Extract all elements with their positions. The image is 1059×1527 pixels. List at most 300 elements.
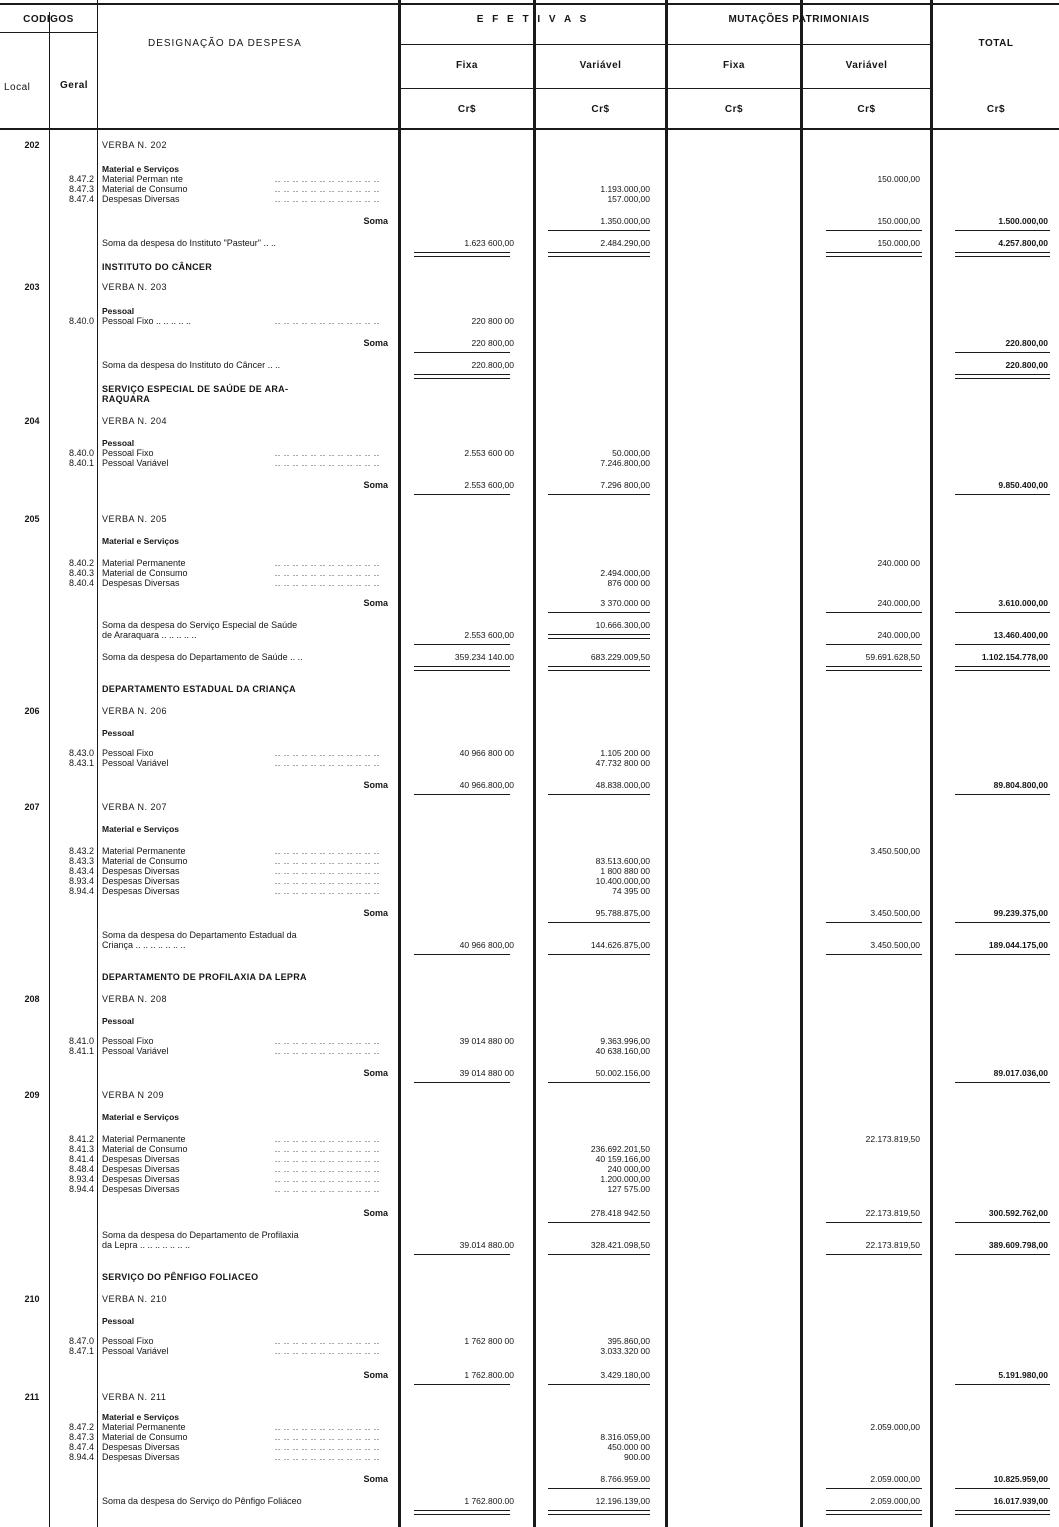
efetivas-fixa-value: 2.553 600,00 <box>464 630 514 640</box>
sum-underline <box>414 252 510 257</box>
efetivas-variavel-value: 1.193.000,00 <box>600 184 650 194</box>
table-row <box>0 1184 1059 1195</box>
efetivas-variavel-value: 10.666.300,00 <box>595 620 650 630</box>
expense-description: VERBA N. 208 <box>102 994 168 1004</box>
expense-description: Soma da despesa do Departamento de Saúde .. .. <box>102 652 303 662</box>
dot-leader: .. .. .. .. .. .. .. .. .. .. .. .. <box>275 847 380 856</box>
verba-row <box>0 140 1059 151</box>
efetivas-variavel-value: 1.200.000,00 <box>600 1174 650 1184</box>
table-row <box>0 728 1059 739</box>
mutacoes-variavel-value: 3.450.500,00 <box>870 908 920 918</box>
sum-underline <box>826 1254 922 1255</box>
soma-label: Soma <box>363 1474 388 1484</box>
local-code: 207 <box>24 802 40 812</box>
expense-description: Despesas Diversas <box>102 886 180 896</box>
table-row <box>0 1240 1059 1251</box>
verba-row <box>0 1090 1059 1101</box>
sum-underline <box>955 644 1050 645</box>
expense-description: VERBA N 209 <box>102 1090 165 1100</box>
sum-underline <box>414 374 510 379</box>
expense-description: Pessoal Fixo <box>102 1036 154 1046</box>
dot-leader: .. .. .. .. .. .. .. .. .. .. .. .. <box>275 1175 380 1184</box>
efetivas-variavel-value: 83.513.600,00 <box>595 856 650 866</box>
sum-underline <box>826 252 922 257</box>
expense-description: Soma da despesa do Instituto "Pasteur" .. .. <box>102 238 276 248</box>
currency-efetivas-variavel: Cr$ <box>591 104 610 115</box>
general-code: 8.47.3 <box>68 1432 94 1442</box>
general-code: 8.40.4 <box>68 578 94 588</box>
mutacoes-variavel-value: 150.000,00 <box>877 216 920 226</box>
expense-description: Pessoal <box>102 1316 135 1326</box>
mutacoes-variavel-value: 150.000,00 <box>877 174 920 184</box>
total-value: 389.609.798,00 <box>988 1240 1048 1250</box>
currency-total: Cr$ <box>986 104 1006 115</box>
general-code: 8.93.4 <box>68 876 94 886</box>
efetivas-fixa-value: 220 800,00 <box>471 338 514 348</box>
general-code: 8.47.2 <box>68 1422 94 1432</box>
expense-description: VERBA N. 210 <box>102 1294 168 1304</box>
efetivas-variavel-value: 278.418 942.50 <box>590 1208 650 1218</box>
sum-underline <box>955 252 1050 257</box>
verba-row <box>0 514 1059 525</box>
sum-underline <box>548 1510 650 1515</box>
general-code: 8.47.1 <box>68 1346 94 1356</box>
total-value: 5.191.980,00 <box>998 1370 1048 1380</box>
dot-leader: .. .. .. .. .. .. .. .. .. .. .. .. <box>275 1443 380 1452</box>
soma-row <box>0 480 1059 491</box>
table-row <box>0 1496 1059 1507</box>
sum-underline <box>955 494 1050 495</box>
total-value: 3.610.000,00 <box>998 598 1048 608</box>
verba-row <box>0 706 1059 717</box>
sum-underline <box>548 252 650 257</box>
sum-underline <box>548 1222 650 1223</box>
expense-description: Despesas Diversas <box>102 1442 180 1452</box>
sum-underline <box>414 1510 510 1515</box>
total-value: 89.017.036,00 <box>993 1068 1048 1078</box>
soma-row <box>0 338 1059 349</box>
table-row <box>0 758 1059 769</box>
dot-leader: .. .. .. .. .. .. .. .. .. .. .. .. <box>275 1185 380 1194</box>
local-code: 205 <box>24 514 40 524</box>
total-value: 1.500.000,00 <box>998 216 1048 226</box>
expense-description: Pessoal Fixo <box>102 448 154 458</box>
table-row <box>0 194 1059 205</box>
efetivas-fixa-value: 39.014 880.00 <box>459 1240 514 1250</box>
efetivas-variavel-value: 74 395 00 <box>612 886 650 896</box>
efetivas-variavel-value: 876 000 00 <box>607 578 650 588</box>
expense-description: Pessoal Fixo <box>102 748 154 758</box>
general-code: 8.43.4 <box>68 866 94 876</box>
soma-row <box>0 598 1059 609</box>
sum-underline <box>955 794 1050 795</box>
expense-description: Soma da despesa do Instituto do Câncer .. .. <box>102 360 281 370</box>
expense-description: Criança .. .. .. .. .. .. .. <box>102 940 186 950</box>
mutacoes-variavel-value: 240.000 00 <box>877 558 920 568</box>
efetivas-variavel-value: 1.105 200 00 <box>600 748 650 758</box>
general-code: 8.47.4 <box>68 1442 94 1452</box>
table-row <box>0 238 1059 249</box>
sum-underline <box>955 922 1050 923</box>
efetivas-variavel-value: 395.860,00 <box>607 1336 650 1346</box>
expense-description: Soma da despesa do Departamento de Profilaxia <box>102 1230 299 1240</box>
currency-efetivas-fixa: Cr$ <box>457 104 477 115</box>
local-code: 211 <box>24 1392 40 1402</box>
efetivas-subrule <box>401 44 930 45</box>
efetivas-fixa-value: 1 762.800.00 <box>464 1496 514 1506</box>
dot-leader: .. .. .. .. .. .. .. .. .. .. .. .. <box>275 579 380 588</box>
general-code: 8.40.0 <box>68 448 94 458</box>
mutacoes-variavel-value: 59.691.628,50 <box>865 652 920 662</box>
verba-row <box>0 1294 1059 1305</box>
expense-description: INSTITUTO DO CÂNCER <box>102 262 213 272</box>
expense-description: Material e Serviços <box>102 1412 180 1422</box>
sum-underline <box>955 1384 1050 1385</box>
expense-description: Pessoal Fixo <box>102 1336 154 1346</box>
sum-underline <box>955 1488 1050 1489</box>
efetivas-variavel-value: 8.766.959.00 <box>600 1474 650 1484</box>
sum-underline <box>548 1082 650 1083</box>
codes-subrule <box>0 32 97 33</box>
soma-row <box>0 1370 1059 1381</box>
soma-label: Soma <box>363 338 388 348</box>
expense-description: Material Permanente <box>102 558 186 568</box>
table-row <box>0 630 1059 641</box>
efetivas-fixa-value: 359.234 140.00 <box>454 652 514 662</box>
efetivas-variavel-value: 40 638.160,00 <box>595 1046 650 1056</box>
expense-description: Material e Serviços <box>102 536 180 546</box>
expense-description: Despesas Diversas <box>102 1174 180 1184</box>
header-bottom-rule <box>0 128 1059 130</box>
mutacoes-variavel-value: 2.059.000,00 <box>870 1422 920 1432</box>
general-code: 8.40.3 <box>68 568 94 578</box>
table-row <box>0 1112 1059 1123</box>
expense-description: Material de Consumo <box>102 568 188 578</box>
expense-description: Pessoal <box>102 306 135 316</box>
total-value: 220.800,00 <box>1005 338 1048 348</box>
dot-leader: .. .. .. .. .. .. .. .. .. .. .. .. <box>275 185 380 194</box>
section-heading-row <box>0 684 1059 695</box>
general-code: 8.47.4 <box>68 194 94 204</box>
general-code: 8.40.1 <box>68 458 94 468</box>
expense-description: da Lepra .. .. .. .. .. .. .. <box>102 1240 191 1250</box>
currency-mutacoes-fixa: Cr$ <box>724 104 744 115</box>
sum-underline <box>826 644 922 645</box>
table-row <box>0 1046 1059 1057</box>
sum-underline <box>414 954 510 955</box>
efetivas-variavel-value: 3.033.320 00 <box>600 1346 650 1356</box>
expense-description: Despesas Diversas <box>102 876 180 886</box>
efetivas-fixa-value: 1.623 600,00 <box>464 238 514 248</box>
expense-description: VERBA N. 202 <box>102 140 168 150</box>
efetivas-fixa-value: 40 966 800,00 <box>459 940 514 950</box>
header-efetivas: E F E T I V A S <box>476 14 590 25</box>
fixa-subrule <box>401 88 930 89</box>
dot-leader: .. .. .. .. .. .. .. .. .. .. .. .. <box>275 569 380 578</box>
expense-description: Material e Serviços <box>102 824 180 834</box>
soma-row <box>0 1474 1059 1485</box>
header-designacao: DESIGNAÇÃO DA DESPESA <box>148 38 302 49</box>
mutacoes-variavel-value: 2.059.000,00 <box>870 1474 920 1484</box>
general-code: 8.41.0 <box>68 1036 94 1046</box>
expense-description: Pessoal <box>102 1016 135 1026</box>
mutacoes-variavel-value: 240.000,00 <box>877 598 920 608</box>
expense-description: Material de Consumo <box>102 856 188 866</box>
sum-underline <box>955 954 1050 955</box>
expense-description: Pessoal Variável <box>102 458 169 468</box>
total-value: 89.804.800,00 <box>993 780 1048 790</box>
dot-leader: .. .. .. .. .. .. .. .. .. .. .. .. <box>275 559 380 568</box>
table-row <box>0 886 1059 897</box>
dot-leader: .. .. .. .. .. .. .. .. .. .. .. .. <box>275 867 380 876</box>
header-codigos: CODIGOS <box>23 14 74 25</box>
efetivas-variavel-value: 50.000,00 <box>612 448 650 458</box>
efetivas-variavel-value: 328.421.098,50 <box>590 1240 650 1250</box>
header-geral: Geral <box>60 80 89 91</box>
general-code: 8.41.4 <box>68 1154 94 1164</box>
total-value: 99.239.375,00 <box>993 908 1048 918</box>
dot-leader: .. .. .. .. .. .. .. .. .. .. .. .. <box>275 857 380 866</box>
section-heading-row <box>0 1272 1059 1283</box>
expense-description: Pessoal Variável <box>102 758 169 768</box>
expense-description: DEPARTAMENTO DE PROFILAXIA DA LEPRA <box>102 972 307 982</box>
general-code: 8.47.2 <box>68 174 94 184</box>
verba-row <box>0 416 1059 427</box>
efetivas-variavel-value: 9.363.996,00 <box>600 1036 650 1046</box>
efetivas-variavel-value: 157.000,00 <box>607 194 650 204</box>
table-row <box>0 1016 1059 1027</box>
mutacoes-variavel-value: 22.173.819,50 <box>865 1208 920 1218</box>
sum-underline <box>955 666 1050 671</box>
efetivas-variavel-value: 3 370.000 00 <box>600 598 650 608</box>
general-code: 8.41.1 <box>68 1046 94 1056</box>
table-row <box>0 1346 1059 1357</box>
dot-leader: .. .. .. .. .. .. .. .. .. .. .. .. <box>275 1037 380 1046</box>
sum-underline <box>826 666 922 671</box>
soma-label: Soma <box>363 598 388 608</box>
efetivas-fixa-value: 2.553 600,00 <box>464 480 514 490</box>
verba-row <box>0 282 1059 293</box>
total-value: 220.800,00 <box>1005 360 1048 370</box>
sum-underline <box>548 794 650 795</box>
efetivas-variavel-value: 10.400.000,00 <box>595 876 650 886</box>
efetivas-variavel-value: 127 575.00 <box>607 1184 650 1194</box>
expense-description: Despesas Diversas <box>102 1184 180 1194</box>
expense-description: Pessoal <box>102 438 135 448</box>
sum-underline <box>414 1254 510 1255</box>
efetivas-variavel-value: 48.838.000,00 <box>595 780 650 790</box>
expense-description: Despesas Diversas <box>102 194 180 204</box>
expense-description: DEPARTAMENTO ESTADUAL DA CRIANÇA <box>102 684 296 694</box>
expense-description: VERBA N. 207 <box>102 802 168 812</box>
local-code: 209 <box>24 1090 40 1100</box>
efetivas-fixa-value: 40 966.800,00 <box>459 780 514 790</box>
sum-underline <box>414 494 510 495</box>
expense-description: VERBA N. 206 <box>102 706 168 716</box>
expense-description: VERBA N. 204 <box>102 416 168 426</box>
sum-underline <box>955 1082 1050 1083</box>
expense-description: Material de Consumo <box>102 184 188 194</box>
dot-leader: .. .. .. .. .. .. .. .. .. .. .. .. <box>275 1337 380 1346</box>
dot-leader: .. .. .. .. .. .. .. .. .. .. .. .. <box>275 759 380 768</box>
efetivas-variavel-value: 1 800 880 00 <box>600 866 650 876</box>
efetivas-variavel-value: 95.788.875,00 <box>595 908 650 918</box>
efetivas-fixa-value: 220.800,00 <box>471 360 514 370</box>
efetivas-variavel-value: 1.350.000,00 <box>600 216 650 226</box>
dot-leader: .. .. .. .. .. .. .. .. .. .. .. .. <box>275 1135 380 1144</box>
dot-leader: .. .. .. .. .. .. .. .. .. .. .. .. <box>275 1433 380 1442</box>
dot-leader: .. .. .. .. .. .. .. .. .. .. .. .. <box>275 749 380 758</box>
section-heading-row <box>0 394 1059 405</box>
general-code: 8.43.0 <box>68 748 94 758</box>
sum-underline <box>548 612 650 613</box>
soma-row <box>0 780 1059 791</box>
verba-row <box>0 802 1059 813</box>
table-row <box>0 578 1059 589</box>
sum-underline <box>826 1222 922 1223</box>
sum-underline <box>826 1510 922 1515</box>
dot-leader: .. .. .. .. .. .. .. .. .. .. .. .. <box>275 887 380 896</box>
general-code: 8.94.4 <box>68 1184 94 1194</box>
expense-description: RAQUARA <box>102 394 151 404</box>
expense-description: SERVIÇO DO PÊNFIGO FOLIACEO <box>102 1272 259 1282</box>
local-code: 208 <box>24 994 40 1004</box>
expense-description: Soma da despesa do Serviço do Pênfigo Foliáceo <box>102 1496 302 1506</box>
total-value: 189.044.175,00 <box>988 940 1048 950</box>
sum-underline <box>826 612 922 613</box>
efetivas-variavel-value: 240 000,00 <box>607 1164 650 1174</box>
sum-underline <box>414 1082 510 1083</box>
efetivas-variavel-value: 40 159.166,00 <box>595 1154 650 1164</box>
total-value: 16.017.939,00 <box>993 1496 1048 1506</box>
efetivas-variavel-value: 236.692.201,50 <box>590 1144 650 1154</box>
dot-leader: .. .. .. .. .. .. .. .. .. .. .. .. <box>275 449 380 458</box>
sum-underline <box>548 1488 650 1489</box>
expense-description: Pessoal Variável <box>102 1046 169 1056</box>
general-code: 8.43.3 <box>68 856 94 866</box>
general-code: 8.47.3 <box>68 184 94 194</box>
expense-description: VERBA N. 203 <box>102 282 168 292</box>
mutacoes-variavel-value: 240.000,00 <box>877 630 920 640</box>
general-code: 8.43.2 <box>68 846 94 856</box>
mutacoes-variavel-value: 2.059.000,00 <box>870 1496 920 1506</box>
expense-description: Material Permanente <box>102 846 186 856</box>
header-efetivas-variavel: Variável <box>579 60 622 71</box>
dot-leader: .. .. .. .. .. .. .. .. .. .. .. .. <box>275 1165 380 1174</box>
sum-underline <box>548 922 650 923</box>
efetivas-variavel-value: 8.316.059,00 <box>600 1432 650 1442</box>
dot-leader: .. .. .. .. .. .. .. .. .. .. .. .. <box>275 1145 380 1154</box>
dot-leader: .. .. .. .. .. .. .. .. .. .. .. .. <box>275 877 380 886</box>
table-row <box>0 1316 1059 1327</box>
expense-description: Despesas Diversas <box>102 866 180 876</box>
sum-underline <box>826 1488 922 1489</box>
dot-leader: .. .. .. .. .. .. .. .. .. .. .. .. <box>275 1423 380 1432</box>
soma-row <box>0 1068 1059 1079</box>
general-code: 8.41.3 <box>68 1144 94 1154</box>
dot-leader: .. .. .. .. .. .. .. .. .. .. .. .. <box>275 195 380 204</box>
total-value: 300.592.762,00 <box>988 1208 1048 1218</box>
mutacoes-variavel-value: 22.173.819,50 <box>865 1134 920 1144</box>
total-value: 4.257.800,00 <box>998 238 1048 248</box>
mutacoes-variavel-value: 22.173.819,50 <box>865 1240 920 1250</box>
header-mutacoes: MUTAÇÕES PATRIMONIAIS <box>728 14 870 25</box>
sum-underline <box>548 954 650 955</box>
local-code: 204 <box>24 416 40 426</box>
soma-label: Soma <box>363 480 388 490</box>
soma-row <box>0 908 1059 919</box>
currency-mutacoes-variavel: Cr$ <box>857 104 876 115</box>
mutacoes-variavel-value: 3.450.500,00 <box>870 940 920 950</box>
general-code: 8.40.0 <box>68 316 94 326</box>
expense-description: Material Perman nte <box>102 174 184 184</box>
expense-description: Despesas Diversas <box>102 1164 180 1174</box>
verba-row <box>0 1392 1059 1403</box>
header-top-rule <box>0 3 1059 5</box>
header-mutacoes-fixa: Fixa <box>722 60 745 71</box>
sum-underline <box>414 644 510 645</box>
general-code: 8.48.4 <box>68 1164 94 1174</box>
sum-underline <box>826 230 922 231</box>
local-code: 210 <box>24 1294 40 1304</box>
expense-description: Despesas Diversas <box>102 1154 180 1164</box>
efetivas-variavel-value: 7.246.800,00 <box>600 458 650 468</box>
sum-underline <box>955 230 1050 231</box>
expense-description: Material e Serviços <box>102 164 180 174</box>
header-total: TOTAL <box>978 38 1014 49</box>
expense-description: Material e Serviços <box>102 1112 180 1122</box>
general-code: 8.94.4 <box>68 886 94 896</box>
expense-description: de Araraquara .. .. .. .. .. <box>102 630 197 640</box>
expense-description: Material de Consumo <box>102 1432 188 1442</box>
sum-underline <box>955 352 1050 353</box>
efetivas-fixa-value: 1 762 800 00 <box>464 1336 514 1346</box>
efetivas-fixa-value: 39 014 880 00 <box>459 1036 514 1046</box>
sum-underline <box>548 230 650 231</box>
efetivas-variavel-value: 50.002.156,00 <box>595 1068 650 1078</box>
expense-description: Material de Consumo <box>102 1144 188 1154</box>
efetivas-fixa-value: 220 800 00 <box>471 316 514 326</box>
sum-underline <box>826 954 922 955</box>
general-code: 8.40.2 <box>68 558 94 568</box>
total-value: 13.460.400,00 <box>993 630 1048 640</box>
table-row <box>0 536 1059 547</box>
efetivas-fixa-value: 40 966 800 00 <box>459 748 514 758</box>
table-row <box>0 652 1059 663</box>
dot-leader: .. .. .. .. .. .. .. .. .. .. .. .. <box>275 1347 380 1356</box>
table-row <box>0 316 1059 327</box>
total-value: 9.850.400,00 <box>998 480 1048 490</box>
dot-leader: .. .. .. .. .. .. .. .. .. .. .. .. <box>275 317 380 326</box>
efetivas-variavel-value: 450.000 00 <box>607 1442 650 1452</box>
efetivas-variavel-value: 144.626.875,00 <box>590 940 650 950</box>
expense-description: SERVIÇO ESPECIAL DE SAÚDE DE ARA- <box>102 384 289 394</box>
dot-leader: .. .. .. .. .. .. .. .. .. .. .. .. <box>275 459 380 468</box>
sum-underline <box>826 922 922 923</box>
dot-leader: .. .. .. .. .. .. .. .. .. .. .. .. <box>275 1155 380 1164</box>
general-code: 8.94.4 <box>68 1452 94 1462</box>
efetivas-variavel-value: 3.429.180,00 <box>600 1370 650 1380</box>
general-code: 8.43.1 <box>68 758 94 768</box>
sum-underline <box>955 1510 1050 1515</box>
table-row <box>0 940 1059 951</box>
soma-label: Soma <box>363 908 388 918</box>
table-row <box>0 360 1059 371</box>
soma-label: Soma <box>363 780 388 790</box>
local-code: 206 <box>24 706 40 716</box>
expense-description: Pessoal Fixo .. .. .. .. .. <box>102 316 192 326</box>
expense-description: Material Permanente <box>102 1422 186 1432</box>
